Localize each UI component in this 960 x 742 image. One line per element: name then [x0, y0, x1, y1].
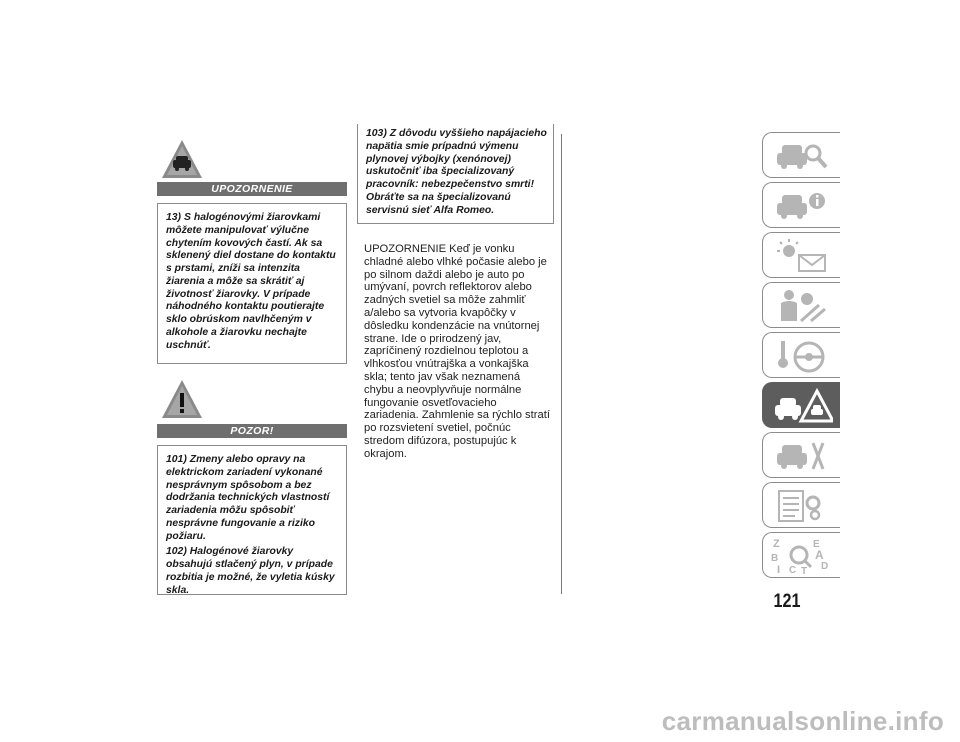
index-letter: T: [801, 566, 808, 575]
warning-heading: UPOZORNENIE: [157, 182, 347, 196]
index-letter: C: [789, 565, 797, 575]
car-info-icon: [771, 187, 833, 225]
item-number: 102): [166, 546, 187, 558]
caution-box: [157, 445, 347, 595]
exclamation-warning-icon: [160, 378, 204, 422]
seatbelt-airbag-icon: [771, 287, 833, 325]
index-letter: A: [815, 548, 824, 562]
caution-continued-box: [357, 124, 554, 224]
tab-specs-gear[interactable]: [762, 482, 840, 528]
item-number: 103): [366, 128, 387, 139]
item-text: Z dôvodu vyššieho napájacieho napätia smie prípadnú výmenu plynovej výbojky (xenónovej) uskutočniť iba špecializovaný pracovník: nebezpečenstvo smrti! Obráťte sa na špecializovanú servisnú sieť Alfa Romeo.: [366, 128, 547, 216]
item-number: 101): [166, 454, 187, 465]
car-skid-warning-icon: [160, 138, 204, 182]
item-number: 13): [166, 212, 182, 223]
specs-gear-icon: [771, 487, 833, 525]
tab-seatbelt-airbag[interactable]: [762, 282, 840, 328]
watermark-text: carmanualsonline.info: [661, 706, 944, 736]
car-search-icon: [771, 137, 833, 175]
caution-heading: POZOR!: [157, 424, 347, 438]
index-letter: E: [813, 539, 820, 550]
tab-index[interactable]: [762, 532, 840, 578]
car-tools-icon: [771, 437, 833, 475]
car-warning-icon: [771, 387, 833, 425]
item-text: Halogénové žiarovky obsahujú stlačený plyn, v prípade rozbitia je možné, že vyletia kúsky skla.: [166, 546, 335, 596]
steering-wheel-icon: [771, 337, 833, 375]
item-text: Zmeny alebo opravy na elektrickom zariadení vykonané nesprávnym spôsobom a bez dodržania technických vlastností zariadenia môžu spôsobiť nesprávne fungovanie a riziko požiaru.: [166, 454, 330, 542]
index-letter: D: [821, 561, 829, 572]
tab-steering-wheel[interactable]: [762, 332, 840, 378]
index-letter: I: [777, 564, 781, 575]
tab-car-info[interactable]: [762, 182, 840, 228]
tab-lights-mail[interactable]: [762, 232, 840, 278]
index-letter: Z: [773, 538, 780, 550]
caution-item-103: [366, 128, 547, 217]
tab-car-warning[interactable]: [762, 382, 840, 428]
warning-box: [157, 203, 347, 364]
warning-item-13: [166, 212, 340, 352]
caution-item-102: [166, 546, 340, 597]
caution-item-101: [166, 454, 340, 543]
index-letters-icon: [771, 537, 833, 575]
column-divider: [561, 134, 562, 594]
tab-car-tools[interactable]: [762, 432, 840, 478]
lights-mail-icon: [771, 237, 833, 275]
watermark-footer: [0, 706, 960, 737]
item-text: S halogénovými žiarovkami môžete manipulovať výlučne chytením kovových častí. Ak sa sklenený diel dostane do kontaktu s prstami, zníži sa intenzita žiarenia a môže sa skrátiť aj životnosť žiarovky. V prípade náhodného kontaktu poutierajte sklo obrúskom navlhčeným v alkohole a žiarovku nechajte uschnúť.: [166, 212, 336, 351]
index-letter: B: [771, 553, 779, 564]
tab-car-search[interactable]: [762, 132, 840, 178]
body-paragraph: UPOZORNENIE Keď je vonku chladné alebo vlhké počasie alebo je po silnom daždi alebo je auto po umývaní, povrch reflektorov alebo zadných svetiel sa môže zahmliť a/alebo sa vytvoria kvapôčky v dôsledku kondenzácie na vnútornej strane. Ide o prirodzený jav, zapríčinený rozdielnou teplotou a vlhkosťou vnútrajška a vonkajška skla; tento jav však neznamená chybu a neovplyvňuje normálne fungovanie osvetľovacieho zariadenia. Zahmlenie sa rýchlo stratí po rozsvietení svetiel, počnúc stredom difúzora, postupujúc k okrajom.: [364, 243, 550, 460]
page-number: 121: [773, 591, 801, 612]
